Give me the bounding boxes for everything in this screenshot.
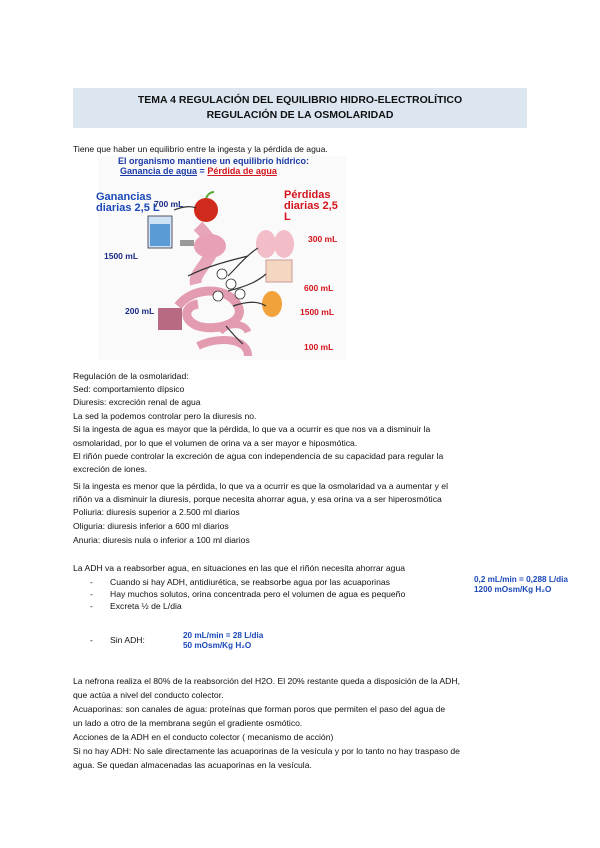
paragraph: Acuaporinas: son canales de agua: proteínas que forman poros que permiten el paso del agua de [73, 704, 446, 714]
water-balance-figure [98, 156, 346, 360]
paragraph: que actúa a nivel del conducto colector. [73, 690, 224, 700]
losses-label-1: Pérdidas [284, 189, 331, 201]
adh-value-1: 0,2 mL/min = 0,288 L/dia [474, 575, 568, 584]
tissue-icon [158, 308, 182, 330]
gain-200: 200 mL [125, 306, 155, 316]
adh-values [474, 575, 568, 595]
figure-title: El organismo mantiene un equilibrio hídrico: [118, 156, 310, 166]
paragraph: un lado a otro de la membrana según el gradiente osmótico. [73, 718, 303, 728]
intro-text: Tiene que haber un equilibrio entre la ingesta y la pérdida de agua. [73, 144, 328, 154]
paragraph: La nefrona realiza el 80% de la reabsorción del H2O. El 20% restante queda a disposición de la ADH, [73, 676, 460, 686]
gains-label [96, 192, 160, 214]
loss-100: 100 mL [304, 342, 334, 352]
paragraph: Si la ingesta de agua es mayor que la pérdida, lo que va a ocurrir es que nos va a disminuir la [73, 424, 431, 434]
apple-icon [194, 198, 218, 222]
gains-label-2: diarias 2,5 L [96, 202, 160, 214]
paragraph: Acciones de la ADH en el conducto colector ( mecanismo de acción) [73, 732, 334, 742]
paragraph: Si no hay ADH: No sale directamente las acuaporinas de la vesícula y por lo tanto no hay traspaso de [73, 746, 460, 756]
title-box [73, 88, 527, 128]
loss-300: 300 mL [308, 234, 338, 244]
sin-adh-values [183, 631, 263, 651]
losses-label [284, 190, 346, 223]
paragraph: Oliguria: diuresis inferior a 600 ml diarios [73, 521, 229, 531]
paragraph: Poliuria: diuresis superior a 2.500 ml diarios [73, 507, 240, 517]
gain-700: 700 mL [154, 199, 184, 209]
gains-label-1: Ganancias [96, 191, 152, 203]
sin-adh-value-1: 20 mL/min = 28 L/dia [183, 631, 264, 640]
adh-intro: La ADH va a reabsorber agua, en situaciones en las que el riñón necesita ahorrar agua [73, 563, 406, 573]
gain-term: Ganancia de agua [120, 166, 198, 176]
paragraph: El riñón puede controlar la excreción de agua con independencia de su capacidad para regular la [73, 451, 444, 461]
paragraph: Regulación de la osmolaridad: [73, 371, 189, 381]
kidney-icon [262, 291, 282, 317]
sin-adh-list [90, 634, 145, 646]
title-line-2: REGULACIÓN DE LA OSMOLARIDAD [206, 109, 394, 121]
paragraph: riñón va a disminuir la diuresis, porque necesita ahorrar agua, y esa orina va a ser hiperosmótica [73, 494, 442, 504]
paragraph: Si la ingesta es menor que la pérdida, lo que va a ocurrir es que la osmolaridad va a aumentar y el [73, 481, 448, 491]
equals-sign: = [199, 166, 205, 176]
paragraph: Diuresis: excreción renal de agua [73, 397, 201, 407]
adh-value-2: 1200 mOsm/Kg H₂O [474, 585, 552, 594]
list-item: - Hay muchos solutos, orina concentrada pero el volumen de agua es pequeño [90, 588, 405, 600]
list-item: - Sin ADH: [90, 634, 145, 646]
losses-label-2: diarias 2,5 L [284, 200, 338, 223]
sin-adh-value-2: 50 mOsm/Kg H₂O [183, 641, 252, 650]
paragraph: La sed la podemos controlar pero la diuresis no. [73, 411, 257, 421]
paragraph: Sed: comportamiento dípsico [73, 384, 185, 394]
paragraph: excreción de iones. [73, 464, 148, 474]
paragraph: agua. Se quedan almacenadas las acuaporinas en la vesícula. [73, 760, 312, 770]
loss-600: 600 mL [304, 283, 334, 293]
loss-term: Pérdida de agua [207, 166, 277, 176]
title-line-1: TEMA 4 REGULACIÓN DEL EQUILIBRIO HIDRO-ELECTROLÍTICO [137, 94, 463, 106]
gain-1500: 1500 mL [104, 251, 139, 261]
loss-1500: 1500 mL [300, 307, 335, 317]
lungs-icon [256, 230, 276, 258]
adh-list [90, 576, 405, 612]
paragraph: osmolaridad, por lo que el volumen de orina va a ser mayor e hiposmótica. [73, 438, 358, 448]
skin-icon [266, 260, 292, 282]
colon-icon [220, 325, 248, 333]
list-item: - Cuando si hay ADH, antidiurética, se reabsorbe agua por las acuaporinas [90, 576, 405, 588]
list-item: - Excreta ½ de L/dia [90, 600, 405, 612]
paragraph: Anuria: diuresis nula o inferior a 100 ml diarios [73, 535, 250, 545]
